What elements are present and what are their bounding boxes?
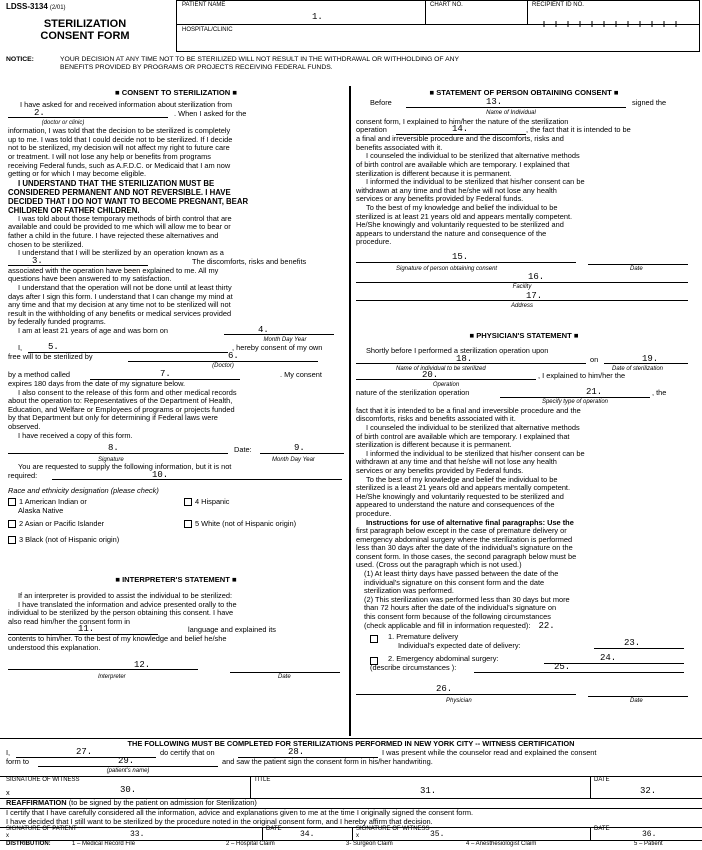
interp-i2-line: individual to be sterilized by the person obtaining this consent. I have: [8, 608, 234, 618]
reaff-text: (to be signed by the patient on admission for Sterilization): [68, 798, 257, 807]
person-date-label: Date: [630, 265, 643, 272]
ph5-line: used. (Cross out the paragraph which is not used.): [356, 560, 522, 570]
reaffirmation-heading: [6, 799, 257, 808]
field-23-value: 23.: [624, 638, 641, 649]
ph4-line: sterilized is a least 21 years old and appears mentally competent.: [356, 483, 571, 493]
phys-ph1b: on: [590, 354, 599, 364]
checkbox-icon[interactable]: [184, 520, 192, 528]
field-33[interactable]: 33.: [130, 830, 145, 839]
field-9-date[interactable]: [260, 444, 344, 454]
field-11-language[interactable]: [8, 625, 158, 635]
interpreter-heading: ■ INTERPRETER'S STATEMENT ■: [115, 575, 237, 584]
consent-p9: I have received a copy of this form.: [18, 430, 133, 440]
date-label-patient: DATE: [266, 826, 282, 832]
p1c-line: or treatment. I will not lose any help or benefits from programs: [8, 151, 211, 161]
date-label-witness-2: DATE: [594, 826, 610, 832]
p2-line: DECIDED THAT I DO NOT WANT TO BECOME PREGNANT, BEAR: [8, 196, 249, 206]
ph4-line: appeared to understand the nature and consequences of the: [356, 500, 555, 510]
signature-label: Signature: [98, 457, 124, 464]
ph5-line: emergency abdominal surgery where the sterilization is performed: [356, 534, 573, 544]
ph5-line: consent form. In those cases, the second paragraph below must be: [356, 551, 577, 561]
field-17-address[interactable]: [356, 292, 688, 302]
field-6-value: 6.: [228, 351, 239, 362]
checkbox-icon[interactable]: [8, 498, 16, 506]
race-option-2-label: 2 Asian or Pacific Islander: [19, 519, 105, 529]
field-22[interactable]: 22.: [538, 620, 555, 631]
field-26-value: 26.: [436, 684, 453, 695]
circumstance-1-label: 1. Premature delivery: [388, 632, 459, 642]
s1f-line: services or any benefits provided by Federal funds.: [356, 194, 524, 204]
ph4-line: procedure.: [356, 508, 392, 518]
consent-p3: [8, 215, 344, 249]
race-option-5-label: 5 White (not of Hispanic origin): [195, 519, 297, 529]
p5-line: days after I sign this form. I understand that I can change my mind at: [8, 291, 233, 301]
consent-p4a: I understand that I will be sterilized by an operation known as a: [18, 248, 224, 258]
witness-cert: [6, 749, 698, 776]
x-mark: x: [6, 833, 9, 839]
birth-date-label: Month Day Year: [263, 336, 307, 343]
s1f-line: sterilized is at least 21 years old and appears mentally competent.: [356, 211, 573, 221]
date-label: Date:: [234, 445, 252, 455]
p1c-line: information, I was told that the decision to be sterilized is completely: [8, 126, 231, 136]
sig-patient-label: SIGNATURE OF PATIENT: [6, 826, 77, 832]
field-35[interactable]: 35.: [430, 830, 445, 839]
doctor-label: (Doctor): [212, 363, 234, 370]
field-4[interactable]: [224, 326, 334, 336]
ph4-line: fact that it is intended to be a final and irreversible procedure and the: [356, 405, 581, 415]
field-10[interactable]: [52, 471, 342, 481]
ph4-line: I informed the individual to be sterilized that his/her consent can be: [366, 448, 585, 458]
consent-p7b: , hereby consent of my own: [232, 343, 323, 353]
checkbox-icon[interactable]: [8, 536, 16, 544]
consent-p2: [8, 179, 344, 215]
p3-line: father a child in the future. I have rejected these alternatives and: [8, 230, 219, 240]
p4c-line: questions have been answered to my satisfaction.: [8, 274, 172, 284]
consent-p10a: You are requested to supply the following information, but it is not: [18, 462, 232, 472]
field-17-value: 17.: [526, 290, 543, 301]
nyc-heading: THE FOLLOWING MUST BE COMPLETED FOR STERILIZATIONS PERFORMED IN NEW YORK CITY -- WITNESS CERTIFICATION: [127, 739, 575, 748]
form-title: [10, 18, 160, 42]
specify-type-label: Specify type of operation: [541, 399, 609, 406]
checkbox-icon[interactable]: [8, 520, 16, 528]
witness-w1b: do certify that on: [160, 748, 215, 757]
individual-name-label: Name of Individual: [486, 110, 536, 116]
race-option-1-label: 1 American Indian or: [19, 497, 87, 507]
reaff-r2: I have decided that I still want to be sterilized by the procedure noted in the original consent form, and I hereby affirm that decision.: [6, 816, 433, 826]
consent-p5: [8, 284, 344, 327]
consent-p7d: by a method called: [8, 370, 71, 380]
ph5-line: less than 30 days after the date of the individual's signature on the: [356, 543, 573, 553]
date-label-witness: DATE: [594, 777, 610, 783]
sig-witness-label: SIGNATURE OF WITNESS: [6, 777, 80, 783]
field-25[interactable]: [474, 663, 684, 673]
consent-p1b: . When I asked for the: [174, 108, 247, 118]
interpreter-body: [8, 592, 344, 680]
field-11-value: 11.: [78, 624, 95, 635]
patient-name-label: PATIENT NAME: [182, 2, 226, 8]
ph4-line: I counseled the individual to be sterilized that alternative methods: [366, 422, 580, 432]
person-s1c: consent form, I explained to him/her the nature of the sterilization: [356, 116, 569, 126]
p8-line: I also consent to the release of this form and other medical records: [18, 387, 237, 397]
ph4-line: withdrawn at any time and that he/she will not lose any health: [356, 457, 557, 467]
person-obtaining-heading: ■ STATEMENT OF PERSON OBTAINING CONSENT ■: [429, 88, 619, 97]
p2-line: CHILDREN OR FATHER CHILDREN.: [8, 205, 140, 215]
reaffirmation-body: [6, 809, 698, 826]
operation-label: Operation: [432, 381, 460, 388]
s1f-line: of birth control are available which are temporary. I explained that: [356, 159, 570, 169]
person-s1d: operation: [356, 125, 387, 135]
p1c-line: getting or for which I may become eligible.: [8, 169, 147, 179]
p5-line: by federally funded programs.: [8, 317, 106, 327]
distribution-row: [6, 841, 698, 848]
facility-label: Facility: [512, 283, 532, 290]
ph4-line: of birth control are available which are temporary. I explained that: [356, 431, 570, 441]
consent-p7e: . My consent: [280, 370, 322, 380]
p4c-line: associated with the operation have been explained to me. All my: [8, 265, 219, 275]
consent-p8: [8, 389, 344, 432]
field-13[interactable]: [406, 98, 626, 108]
title-label: TITLE: [254, 777, 271, 783]
field-6[interactable]: [128, 352, 318, 362]
p8-line: observed.: [8, 422, 41, 432]
field-29-value: 29.: [118, 756, 135, 766]
field-20[interactable]: [356, 371, 536, 381]
field-5-value: 5.: [48, 342, 59, 353]
field-10-value: 10.: [152, 469, 169, 480]
alt1-line: sterilization was performed.: [364, 586, 454, 596]
race-option-3-label: 3 Black (not of Hispanic origin): [19, 535, 120, 545]
field-28-value: 28.: [288, 747, 305, 757]
consent-p7a: I,: [18, 343, 23, 353]
p3-line: chosen to be sterilized.: [8, 239, 84, 249]
field-25-value: 25.: [554, 662, 571, 673]
field-24-value: 24.: [600, 653, 617, 664]
alt-paragraph-2: [356, 596, 694, 630]
phys-ph3b: , the: [652, 388, 667, 398]
form-id-code: LDSS-3134: [6, 2, 48, 11]
field-27-value: 27.: [76, 747, 93, 757]
race-option-3[interactable]: [8, 536, 344, 545]
field-4-value: 4.: [258, 324, 269, 335]
interp-i4-line: contents to him/her. To the best of my knowledge and belief he/she: [8, 634, 227, 644]
s1f-line: benefits associated with it.: [356, 142, 443, 152]
field-7[interactable]: [90, 370, 240, 380]
physician-heading: ■ PHYSICIAN'S STATEMENT ■: [469, 331, 579, 340]
form-id-date: (2/01): [49, 5, 66, 11]
field-8-value: 8.: [108, 443, 119, 454]
notice-text: [60, 56, 459, 72]
consent-p7f: expires 180 days from the date of my signature below.: [8, 379, 186, 389]
alt2-line: (2) This sterilization was performed less than 30 days but more: [364, 594, 570, 604]
p8-line: Education, and Welfare or Employees of programs or projects funded: [8, 404, 235, 414]
person-s1e: , the fact that it is intended to be: [526, 125, 631, 135]
field-21[interactable]: [500, 388, 650, 398]
field-3[interactable]: [8, 257, 148, 267]
field-36[interactable]: 36.: [642, 830, 657, 839]
s1f-line: I informed the individual to be sterilized that his/her consent can be: [366, 177, 585, 187]
field-9-value: 9.: [294, 443, 305, 454]
p1c-line: receiving Federal funds, such as A.F.D.C. or Medicaid that I am now: [8, 160, 231, 170]
ph4-line: sterilization is different because it is permanent.: [356, 440, 512, 450]
field-26-physician[interactable]: [356, 685, 576, 695]
mdy-label: Month Day Year: [272, 457, 315, 464]
field-19[interactable]: [604, 355, 688, 365]
p5-line: result in the withholding of any benefits or medical services provided: [8, 308, 232, 318]
field-30[interactable]: 30.: [120, 785, 137, 795]
form-id: [6, 3, 66, 13]
checkbox-icon[interactable]: [184, 498, 192, 506]
physician-body: [356, 347, 694, 704]
race-option-4-label: 4 Hispanic: [195, 497, 230, 507]
circumstance-2: [356, 655, 694, 675]
field-21-value: 21.: [586, 387, 603, 398]
ph4-line: discomforts, risks and benefits associated with it.: [356, 414, 516, 424]
ph4-line: He/She knowingly and voluntarily requested to be sterilized and: [356, 491, 564, 501]
person-s1f: [356, 135, 694, 247]
notice-line1: YOUR DECISION AT ANY TIME NOT TO BE STERILIZED WILL NOT RESULT IN THE WITHDRAWAL OR WITHHOLDING OF ANY: [60, 56, 460, 63]
recipient-id-boxes[interactable]: [532, 14, 692, 22]
race-option-1-label-b: Alaska Native: [18, 506, 64, 516]
consent-p10b: required:: [8, 470, 38, 480]
phys-ph1: Shortly before I performed a sterilization operation upon: [366, 346, 549, 355]
s1f-line: I counseled the individual to be sterilized that alternative methods: [366, 151, 580, 161]
s1f-line: procedure.: [356, 237, 392, 247]
p2-line: I UNDERSTAND THAT THE STERILIZATION MUST BE: [18, 178, 215, 188]
p3-line: I was told about those temporary methods of birth control that are: [18, 213, 232, 223]
race-option-4[interactable]: [184, 498, 230, 507]
chart-no-label: CHART NO.: [430, 2, 463, 8]
interp-i3b: language and explained its: [188, 625, 276, 635]
field-18-value: 18.: [456, 353, 473, 364]
field-18[interactable]: [356, 355, 586, 365]
field-20-value: 20.: [422, 369, 439, 380]
ph4-line: To the best of my knowledge and belief the individual to be: [366, 474, 558, 484]
p8-line: about the operation to: Representatives of the Department of Health,: [8, 396, 233, 406]
consent-p4b: The discomforts, risks and benefits: [192, 256, 307, 266]
field-29[interactable]: [38, 757, 218, 767]
field-2-value: 2.: [34, 107, 45, 118]
field-7-value: 7.: [160, 369, 171, 380]
notice-label: NOTICE:: [6, 56, 34, 63]
phys-ph3a: nature of the sterilization operation: [356, 388, 470, 398]
circumstance-1-label-b: Individual's expected date of delivery:: [398, 641, 521, 651]
person-s1a: Before: [370, 98, 392, 107]
field-23[interactable]: [594, 639, 684, 649]
field-16-facility[interactable]: [356, 273, 688, 283]
recipient-id-label: RECIPIENT ID NO.: [532, 2, 584, 8]
race-option-5[interactable]: [184, 520, 296, 529]
interp-i3a: also read him/her the consent form in: [8, 616, 131, 626]
field-15-signature[interactable]: [356, 253, 576, 263]
consent-p6a: I am at least 21 years of age and was born on: [18, 325, 168, 335]
alt1-line: (1) At least thirty days have passed between the date of the: [364, 569, 559, 579]
name-individual-label: Name of individual to be sterilized: [396, 365, 486, 372]
distribution-label: DISTRIBUTION:: [6, 841, 51, 847]
field-32[interactable]: 32.: [640, 786, 657, 796]
s1f-line: To the best of my knowledge and belief the individual to be: [366, 202, 558, 212]
distribution-item: 5 – Patient: [634, 841, 663, 847]
consent-p7c: free will to be sterilized by: [8, 352, 93, 362]
interp-i4-line: understood this explanation.: [8, 642, 101, 652]
interpreter-label: Interpreter: [98, 673, 126, 680]
field-8-signature[interactable]: [8, 444, 228, 454]
person-date-field[interactable]: [588, 253, 688, 265]
p1c-line: not to be sterilized, my decision will not affect my right to future care: [8, 143, 230, 153]
circumstance-2-label-b: (describe circumstances ):: [370, 663, 457, 673]
s1f-line: He/She knowingly and voluntarily requested to be sterilized and: [356, 220, 564, 230]
date-sterilization-label: Date of sterilization: [612, 365, 664, 372]
form-title-line1: STERILIZATION: [43, 18, 127, 30]
field-14[interactable]: [396, 125, 526, 135]
address-label: Address: [510, 302, 533, 309]
witness-w1c: I was present while the counselor read and explained the consent: [382, 748, 597, 757]
field-16-value: 16.: [528, 271, 545, 282]
field-2[interactable]: [8, 109, 168, 119]
patient-name-field[interactable]: 1.: [312, 12, 323, 22]
alt2-line: than 72 hours after the date of the individual's signature on: [364, 603, 557, 613]
s1f-line: withdrawn at any time and that he/she will not lose any health: [356, 185, 557, 195]
field-12-value: 12.: [134, 659, 151, 670]
field-31[interactable]: 31.: [420, 786, 437, 796]
doctor-clinic-label: (doctor or clinic): [41, 119, 85, 126]
field-13-value: 13.: [486, 97, 503, 107]
p5-line: I understand that the operation will not be done until at least thirty: [18, 282, 232, 292]
reaff-label: REAFFIRMATION: [6, 798, 67, 807]
s1f-line: sterilization is different because it is permanent.: [356, 168, 512, 178]
field-3-value: 3.: [32, 255, 43, 266]
distribution-item: 4 – Anesthesiologist Claim: [466, 841, 537, 847]
x-mark: x: [356, 833, 359, 839]
physician-date-field[interactable]: [588, 685, 688, 697]
interpreter-date-label: Date: [278, 673, 291, 680]
form-title-line2: CONSENT FORM: [40, 30, 130, 42]
alt-paragraph-1: [356, 570, 694, 596]
person-s1b: signed the: [632, 98, 667, 107]
consent-p1c: [8, 127, 344, 179]
field-19-value: 19.: [642, 353, 659, 364]
person-obtaining-body: [356, 99, 694, 310]
phys-ph2: , I explained to him/her the: [538, 370, 626, 380]
ph5-line: Instructions for use of alternative final paragraphs: Use the: [366, 517, 574, 527]
ph4-line: services or any benefits provided by Federal funds.: [356, 465, 524, 475]
witness-w2b: and saw the patient sign the consent form in his/her handwriting.: [222, 757, 433, 766]
phys-ph4: [356, 407, 694, 519]
field-12-interpreter[interactable]: [8, 661, 198, 671]
alt2-line: this consent form because of the following circumstances: [364, 612, 551, 622]
field-14-value: 14.: [452, 124, 469, 135]
consent-body: [8, 101, 344, 545]
race-heading: Race and ethnicity designation (please check): [8, 485, 159, 495]
p1c-line: up to me. I was told that I could decide not to be sterilized. If I decide: [8, 134, 233, 144]
s1f-line: a final and irreversible procedure and the discomforts, risks and: [356, 134, 564, 144]
phys-ph5: [356, 519, 694, 571]
alt1-line: individual's signature on this consent form and the date: [364, 577, 545, 587]
consent-p1a: I have asked for and received information about sterilization from: [20, 100, 232, 109]
physician-label: Physician: [446, 698, 472, 705]
interp-i1: If an interpreter is provided to assist the individual to be sterilized:: [18, 591, 233, 600]
consent-heading: ■ CONSENT TO STERILIZATION ■: [115, 88, 237, 97]
p5-line: any time and that my decision at any time not to be sterilized will not: [8, 300, 231, 310]
circumstance-1: [356, 633, 694, 653]
witness-w1a: I,: [6, 748, 11, 757]
distribution-item: 3- Surgeon Claim: [346, 841, 393, 847]
ph5-line: first paragraph below except in the case of premature delivery or: [356, 526, 567, 536]
field-34[interactable]: 34.: [300, 830, 315, 839]
physician-date-label: Date: [630, 698, 643, 705]
reaff-r1: I certify that I have carefully considered all the information, advice and explanations given to me at the time I originally signed the consent form.: [6, 808, 474, 817]
p3-line: available and could be provided to me which will allow me to bear or: [8, 222, 231, 232]
notice-line2: BENEFITS PROVIDED BY PROGRAMS OR PROJECTS RECEIVING FEDERAL FUNDS.: [60, 64, 333, 71]
race-option-2[interactable]: [8, 520, 104, 529]
patient-name-sub-label: (patient's name): [106, 768, 150, 774]
distribution-item: 1 – Medical Record File: [72, 841, 136, 847]
x-mark: x: [6, 788, 10, 797]
alt2-line: (check applicable and fill in information requested):: [364, 620, 531, 630]
hospital-label: HOSPITAL/CLINIC: [182, 27, 233, 33]
p2-line: CONSIDERED PERMANENT AND NOT REVERSIBLE. I HAVE: [8, 187, 231, 197]
interp-i2-line: I have translated the information and advice presented orally to the: [18, 599, 237, 609]
sig-person-label: Signature of person obtaining consent: [396, 265, 498, 272]
s1f-line: appears to understand the nature and consequence of the: [356, 228, 547, 238]
circumstance-2-label: 2. Emergency abdominal surgery:: [388, 654, 499, 664]
column-divider: [349, 86, 351, 736]
distribution-item: 2 – Hospital Claim: [226, 841, 275, 847]
recipient-id-ticks: [532, 18, 692, 27]
interpreter-date-field[interactable]: [230, 661, 340, 673]
sig-witness-label-2: SIGNATURE OF WITNESS: [356, 826, 430, 832]
field-15-value: 15.: [452, 251, 469, 262]
race-options: [8, 498, 344, 536]
witness-w2a: form to: [6, 757, 29, 766]
p8-line: by that Department but only for determining if Federal laws were: [8, 413, 218, 423]
checkbox-icon[interactable]: [370, 635, 378, 643]
